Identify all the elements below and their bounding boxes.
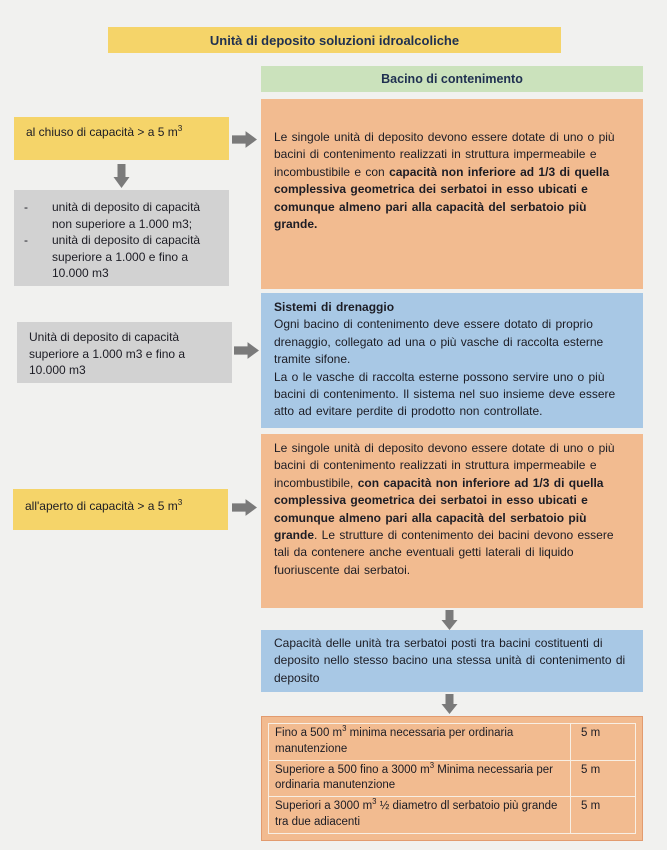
panel-drenaggio-title: Sistemi di drenaggio [274,300,395,314]
node-unita-1000-10000-text: Unità di deposito di capacità superiore a 1.000 m3 e fino a 10.000 m3 [29,330,186,377]
panel-bacino-chiuso-bold: capacità non inferiore ad 1/3 di quella complessiva geometrica dei serbatoi in esso ubicati e comunque almeno pari alla capacità del serbatoio più grande. [274,164,610,232]
panel-bacino-aperto-text1: Le singole unità di deposito devono essere dotate di uno o più bacini di contenimento realizzati in struttura impermeabile e incombustibile, [274,441,615,490]
page-title-label: Unità di deposito soluzioni idroalcoliche [209,32,460,48]
cell-text: Fino a 500 m [275,727,343,739]
panel-capacita-nota [261,630,643,692]
distance-table [268,723,636,834]
arrow-down-icon [441,610,458,630]
cell-text: Minima necessaria per ordinaria manutenzione [275,763,553,792]
table-row [269,760,636,797]
arrow-right-icon [232,131,257,148]
node-al-chiuso [14,117,229,160]
node-capacity-list [14,190,229,286]
table-cell-value: 5 m [571,797,636,834]
node-al-chiuso-text: al chiuso di capacità > a 5 m [26,125,178,139]
superscript-3: 3 [177,124,183,133]
node-all-aperto [13,489,228,530]
table-row [269,724,636,761]
list-item-text: unità di deposito di capacità non superiore a 1.000 m3; [52,200,201,231]
list-item [24,199,221,232]
cell-text: Superiore a 500 fino a 3000 m [275,763,430,776]
panel-bacino-aperto-bold: con capacità non inferiore ad 1/3 di quella complessiva geometrica dei serbatoi in esso ubicati e comunque almeno pari alla capacità del serbatoio più grande [274,475,604,543]
table-cell-value: 5 m [571,724,636,761]
table-row [269,797,636,834]
arrow-down-icon [113,164,130,188]
section-header-bacino [261,66,643,92]
list-bullet: - [24,233,28,247]
panel-drenaggio-para1: Ogni bacino di contenimento deve essere dotato di proprio drenaggio, collegato ad una o più vasche di raccolta esterne tramite sifone. [274,317,604,367]
table-cell-value: 5 m [571,760,636,797]
arrow-right-icon [232,499,257,516]
list-bullet: - [24,200,28,214]
superscript-3: 3 [372,797,377,807]
panel-bacino-chiuso-text: Le singole unità di deposito devono essere dotate di uno o più bacini di contenimento realizzati in struttura impermeabile e incombustibile e con [274,130,615,179]
superscript-3: 3 [342,724,347,734]
node-unita-1000-10000 [17,322,232,383]
list-item [24,232,221,282]
node-all-aperto-text: all'aperto di capacità > a 5 m [25,499,178,513]
cell-text: minima necessaria per ordinaria manutenzione [275,727,514,755]
panel-capacita-nota-text: Capacità delle unità tra serbatoi posti tra bacini costituenti di deposito nello stesso bacino una stessa unità di contenimento di deposito [274,636,626,685]
arrow-right-icon [234,342,259,359]
table-cell-desc [269,797,571,834]
panel-bacino-aperto-text2: . Le strutture di contenimento dei bacini devono essere tali da contenere anche eventuali getti laterali di liquido fuoriuscente dai serbatoi. [274,528,614,577]
arrow-down-icon [441,694,458,714]
table-cell-desc [269,724,571,761]
panel-bacino-aperto [261,434,643,608]
list-item-text: unità di deposito di capacità superiore a 1.000 e fino a 10.000 m3 [52,233,201,280]
cell-text: Superiori a 3000 m [275,800,373,813]
panel-drenaggio [261,293,643,428]
superscript-3: 3 [177,498,183,507]
section-header-label: Bacino di contenimento [381,72,523,86]
panel-drenaggio-para2: La o le vasche di raccolta esterne possono servire uno o più bacini di contenimento. Il sistema nel suo insieme deve essere atto ad evitare perdite di prodotto non controllate. [274,369,616,419]
table-cell-desc [269,760,571,797]
superscript-3: 3 [429,760,435,770]
distance-table-panel [261,716,643,841]
cell-text: ½ diametro dl serbatoio più grande tra due adiacenti [275,800,558,828]
page-title [108,27,561,53]
panel-bacino-chiuso [261,99,643,289]
